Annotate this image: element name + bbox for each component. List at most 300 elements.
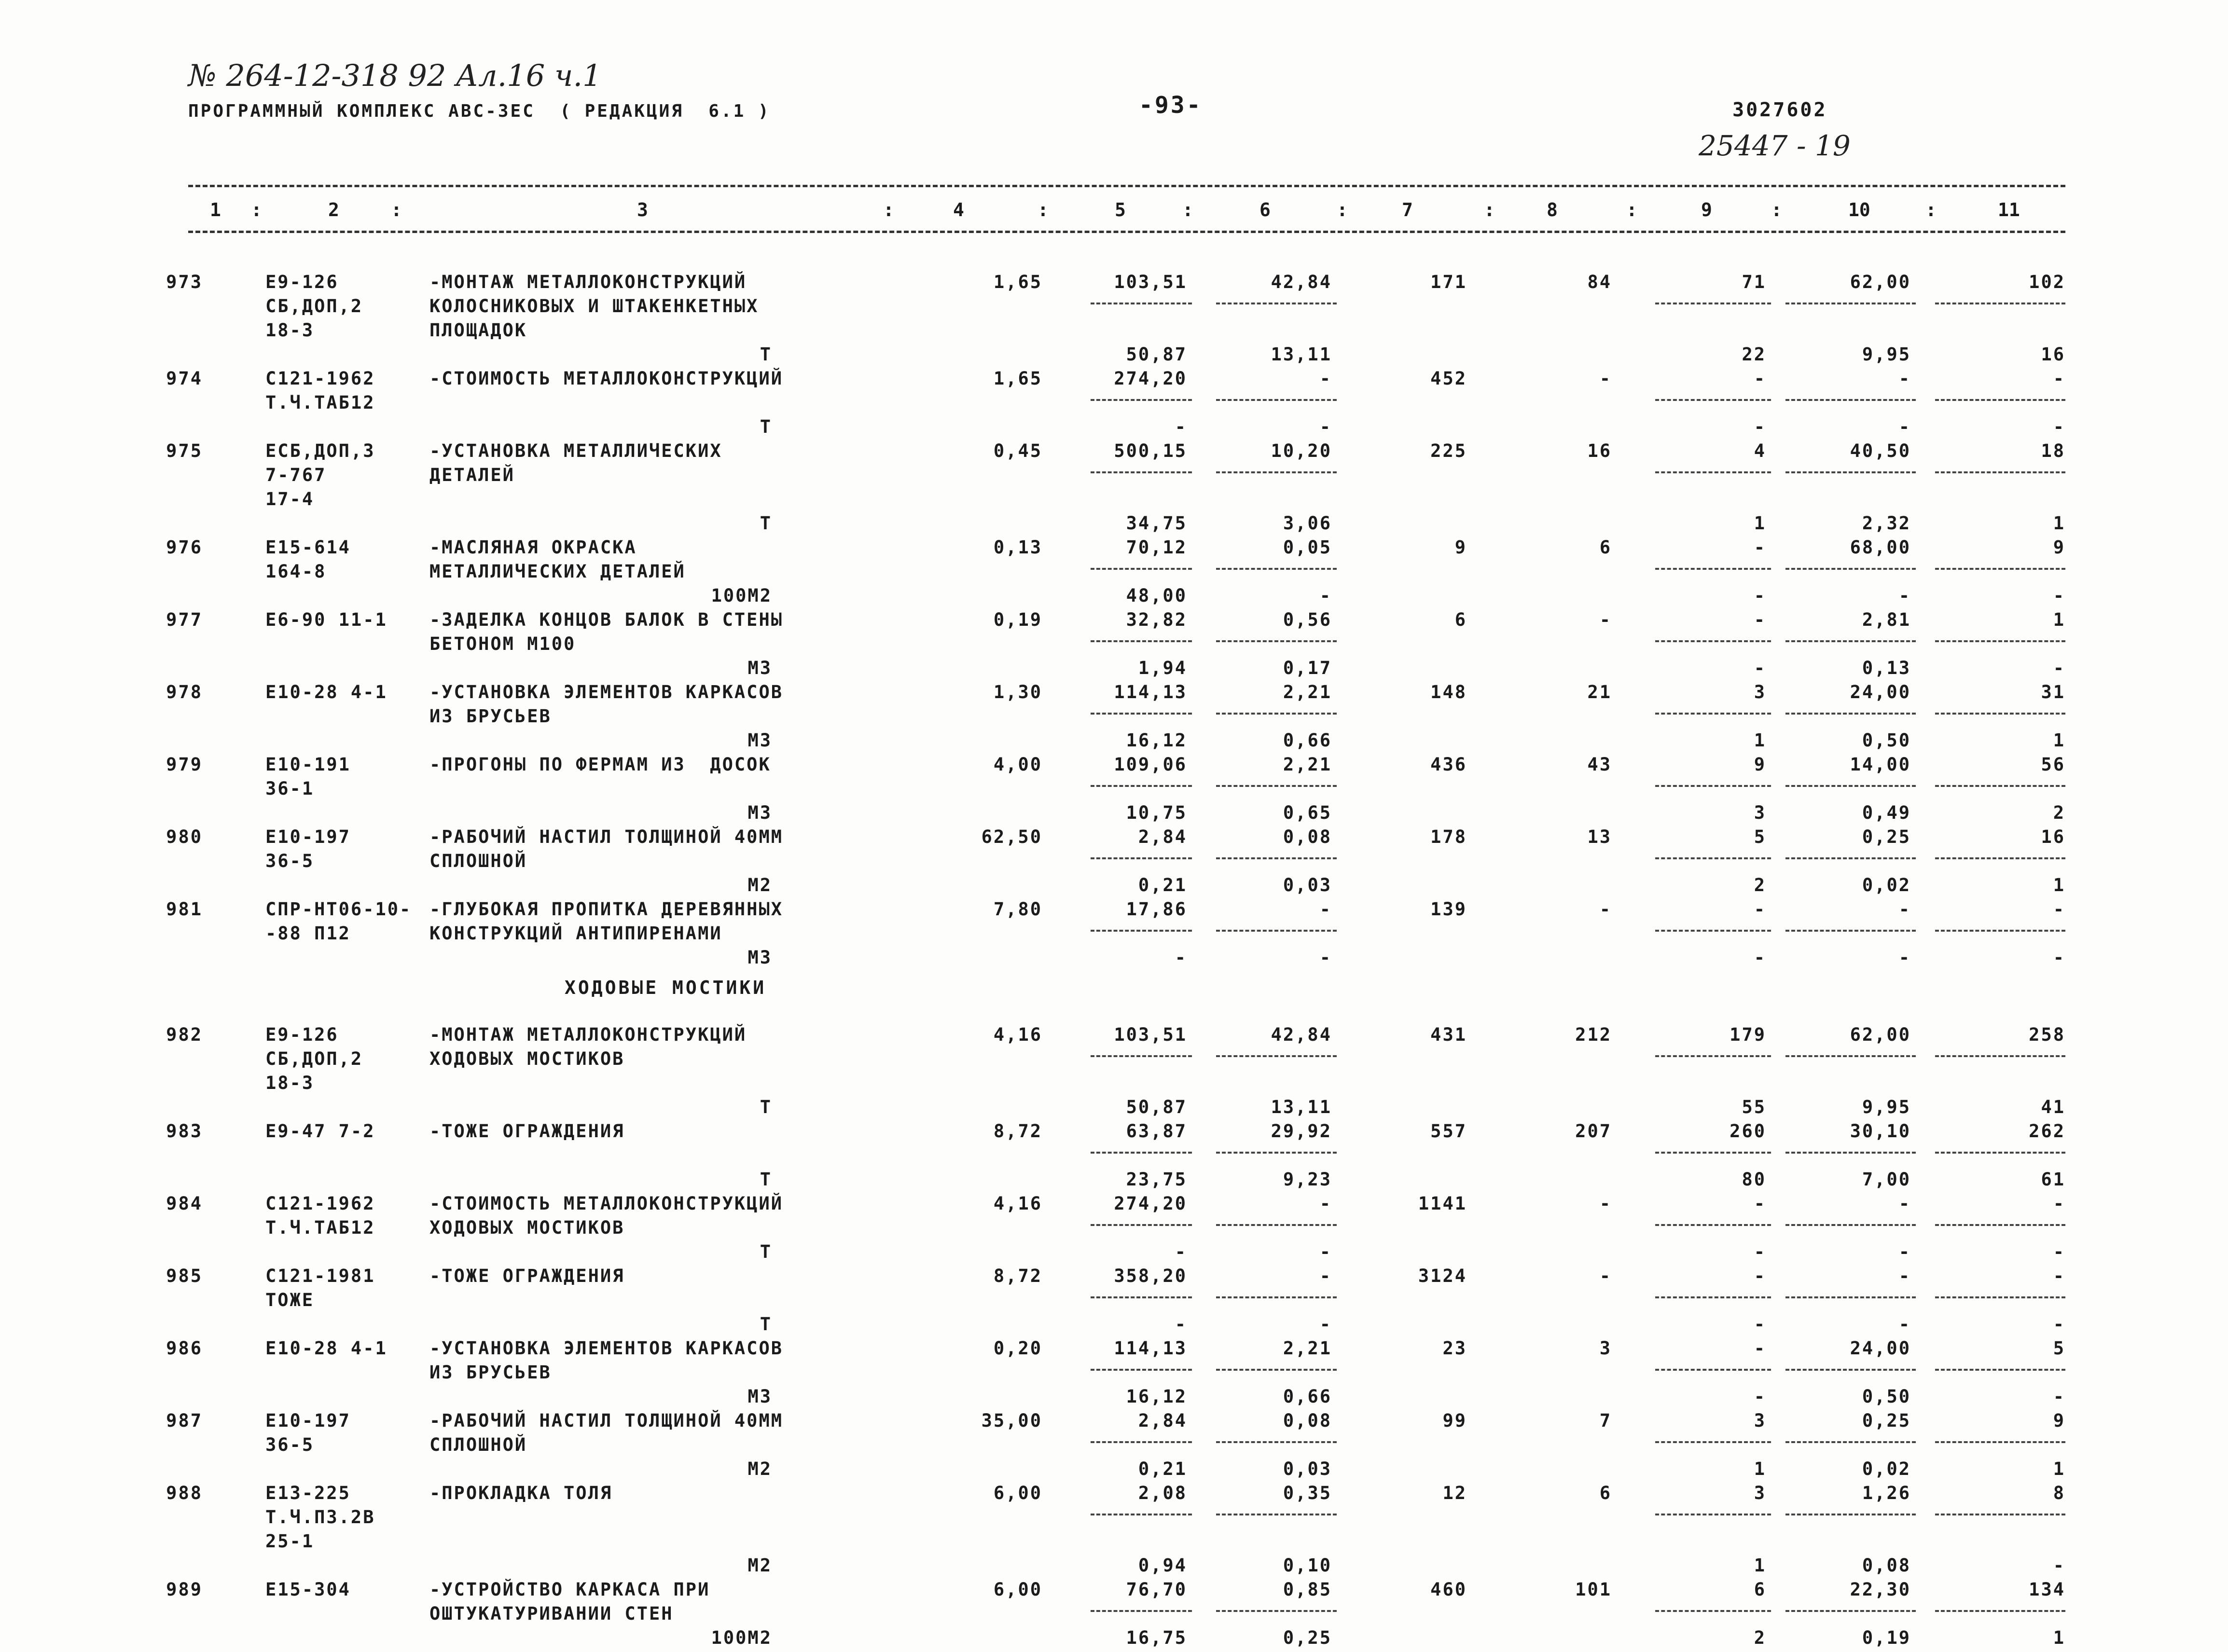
item-quantity: 1,65	[993, 368, 1042, 389]
item-col6: 0,08	[1283, 1410, 1332, 1431]
item-col10-sub: 0,08	[1862, 1555, 1911, 1576]
dashed-subtotal-line	[1091, 399, 1192, 401]
item-unit: М2	[747, 1459, 772, 1479]
item-name: КОНСТРУКЦИЙ АНТИПИРЕНАМИ	[429, 923, 722, 944]
item-name: ХОДОВЫХ МОСТИКОВ	[429, 1217, 625, 1238]
item-col9: 179	[1730, 1024, 1766, 1045]
item-col10: 14,00	[1850, 754, 1911, 775]
item-col9-sub: 1	[1754, 513, 1766, 534]
dashed-subtotal-line	[1216, 399, 1337, 401]
column-header-6: 6	[1259, 199, 1271, 220]
column-separator: :	[1038, 199, 1049, 220]
item-col10: -	[1898, 368, 1911, 389]
item-col11: 16	[2041, 826, 2065, 847]
item-quantity: 0,19	[993, 609, 1042, 630]
item-col5-sub: 50,87	[1126, 344, 1187, 365]
item-unit: Т	[760, 513, 772, 534]
item-col10-sub: 7,00	[1862, 1169, 1911, 1190]
item-quantity: 4,16	[993, 1193, 1042, 1214]
header-rule	[188, 231, 2065, 233]
column-header-11: 11	[1998, 199, 2020, 220]
item-col10: 1,26	[1862, 1483, 1911, 1503]
column-header-5: 5	[1115, 199, 1126, 220]
item-quantity: 62,50	[981, 826, 1042, 847]
item-col11: 5	[2053, 1338, 2065, 1359]
item-col6: -	[1319, 1266, 1332, 1286]
item-col10-sub: -	[1898, 1314, 1911, 1335]
item-col11-sub: 1	[2053, 730, 2065, 751]
item-col6-sub: -	[1319, 1314, 1332, 1335]
item-col5-sub: 23,75	[1126, 1169, 1187, 1190]
item-unit: М3	[747, 658, 772, 678]
item-col5-sub: 0,21	[1138, 1459, 1187, 1479]
dashed-subtotal-line	[1785, 713, 1916, 715]
column-header-2: 2	[328, 199, 339, 220]
dashed-subtotal-line	[1655, 1224, 1742, 1226]
item-name: -УСТАНОВКА МЕТАЛЛИЧЕСКИХ	[429, 441, 722, 461]
section-title: ХОДОВЫЕ МОСТИКИ	[565, 977, 767, 998]
item-number: 979	[166, 754, 203, 775]
item-col11: -	[2053, 1266, 2065, 1286]
dashed-subtotal-line	[1935, 713, 2065, 715]
item-col6-sub: 9,23	[1283, 1169, 1332, 1190]
item-number: 982	[166, 1024, 203, 1045]
dashed-subtotal-line	[1216, 930, 1337, 932]
dashed-subtotal-line	[1091, 1152, 1192, 1154]
item-quantity: 6,00	[993, 1579, 1042, 1600]
item-quantity: 35,00	[981, 1410, 1042, 1431]
dashed-subtotal-line	[1785, 1224, 1916, 1226]
dashed-subtotal-line	[1935, 857, 2065, 859]
handwritten-number: 25447 - 19	[1699, 129, 1851, 162]
dashed-subtotal-line	[1785, 640, 1916, 642]
column-separator: :	[1771, 199, 1782, 220]
item-code: Е10-191	[265, 754, 351, 775]
dashed-subtotal-line	[1785, 1055, 1916, 1057]
item-col10: 0,25	[1862, 826, 1911, 847]
item-col6-sub: 3,06	[1283, 513, 1332, 534]
dashed-subtotal-line	[1785, 1152, 1916, 1154]
item-name: МЕТАЛЛИЧЕСКИХ ДЕТАЛЕЙ	[429, 561, 686, 582]
item-code: Е15-614	[265, 537, 351, 558]
dashed-subtotal-line	[1935, 785, 2065, 787]
dashed-subtotal-line	[1655, 399, 1742, 401]
item-name: ОШТУКАТУРИВАНИИ СТЕН	[429, 1603, 674, 1624]
item-col11-sub: 1	[2053, 1627, 2065, 1648]
item-col5: 103,51	[1114, 272, 1187, 292]
item-number: 975	[166, 441, 203, 461]
dashed-subtotal-line	[1935, 1369, 2065, 1371]
item-code: Е13-225	[265, 1483, 351, 1503]
item-number: 978	[166, 682, 203, 702]
item-col11: 262	[2029, 1121, 2065, 1142]
item-name: -СТОИМОСТЬ МЕТАЛЛОКОНСТРУКЦИЙ	[429, 1193, 784, 1214]
item-col6-sub: 0,10	[1283, 1555, 1332, 1576]
item-name: -ПРОКЛАДКА ТОЛЯ	[429, 1483, 613, 1503]
item-col11: 18	[2041, 441, 2065, 461]
dashed-subtotal-line	[1732, 1514, 1771, 1515]
item-col9-sub: 2	[1754, 1627, 1766, 1648]
column-separator: :	[1484, 199, 1495, 220]
item-name: ДЕТАЛЕЙ	[429, 465, 515, 485]
item-col11-sub: 41	[2041, 1097, 2065, 1117]
dashed-subtotal-line	[1935, 930, 2065, 932]
column-separator: :	[251, 199, 262, 220]
dashed-subtotal-line	[1091, 857, 1192, 859]
item-col5: 63,87	[1126, 1121, 1187, 1142]
item-col11-sub: -	[2053, 585, 2065, 606]
item-col8: -	[1599, 609, 1612, 630]
dashed-subtotal-line	[1732, 1296, 1771, 1298]
item-col6-sub: 0,17	[1283, 658, 1332, 678]
item-col5-sub: 34,75	[1126, 513, 1187, 534]
item-name: ПЛОЩАДОК	[429, 320, 527, 341]
dashed-subtotal-line	[1091, 1055, 1192, 1057]
dashed-subtotal-line	[1785, 1369, 1916, 1371]
column-header-8: 8	[1547, 199, 1558, 220]
item-code: ТОЖЕ	[265, 1290, 315, 1310]
column-header-1: 1	[210, 199, 221, 220]
item-number: 983	[166, 1121, 203, 1142]
item-col10: 40,50	[1850, 441, 1911, 461]
dashed-subtotal-line	[1091, 1369, 1192, 1371]
item-name: -ЗАДЕЛКА КОНЦОВ БАЛОК В СТЕНЫ	[429, 609, 784, 630]
item-col9-sub: 22	[1742, 344, 1766, 365]
dashed-subtotal-line	[1091, 471, 1192, 473]
dashed-subtotal-line	[1216, 713, 1337, 715]
item-code: Т.Ч.П3.2В	[265, 1507, 375, 1528]
item-col6-sub: 0,66	[1283, 730, 1332, 751]
item-col10-sub: -	[1898, 416, 1911, 437]
dashed-subtotal-line	[1732, 471, 1771, 473]
item-col11: -	[2053, 899, 2065, 920]
item-col6: 0,05	[1283, 537, 1332, 558]
dashed-subtotal-line	[1091, 1610, 1192, 1612]
item-col7: 171	[1430, 272, 1467, 292]
item-col10: 22,30	[1850, 1579, 1911, 1600]
dashed-subtotal-line	[1935, 1514, 2065, 1515]
item-col6: 2,21	[1283, 1338, 1332, 1359]
item-unit: М2	[747, 875, 772, 895]
item-col6: 42,84	[1271, 272, 1332, 292]
item-col7: 139	[1430, 899, 1467, 920]
item-code: 18-3	[265, 1073, 315, 1093]
item-col8: -	[1599, 899, 1612, 920]
program-title: ПРОГРАММНЫЙ КОМПЛЕКС АВС-3ЕС ( РЕДАКЦИЯ 6.1 )	[188, 101, 771, 121]
item-code: Е10-197	[265, 1410, 351, 1431]
item-col6: 29,92	[1271, 1121, 1332, 1142]
item-col10: 24,00	[1850, 1338, 1911, 1359]
item-number: 987	[166, 1410, 203, 1431]
item-col10: 30,10	[1850, 1121, 1911, 1142]
item-col6: 0,08	[1283, 826, 1332, 847]
item-unit: Т	[760, 344, 772, 365]
dashed-subtotal-line	[1935, 1055, 2065, 1057]
dashed-subtotal-line	[1216, 1514, 1337, 1515]
item-name: -ТОЖЕ ОГРАЖДЕНИЯ	[429, 1266, 625, 1286]
item-col5: 2,84	[1138, 1410, 1187, 1431]
item-col5: 70,12	[1126, 537, 1187, 558]
item-col5: 17,86	[1126, 899, 1187, 920]
item-number: 981	[166, 899, 203, 920]
item-col9: -	[1754, 368, 1766, 389]
item-quantity: 1,65	[993, 272, 1042, 292]
item-col9: 9	[1754, 754, 1766, 775]
item-col7: 178	[1430, 826, 1467, 847]
item-col6-sub: -	[1319, 416, 1332, 437]
item-quantity: 0,20	[993, 1338, 1042, 1359]
item-quantity: 4,16	[993, 1024, 1042, 1045]
item-name: -ТОЖЕ ОГРАЖДЕНИЯ	[429, 1121, 625, 1142]
item-col11: -	[2053, 1193, 2065, 1214]
dashed-subtotal-line	[1091, 568, 1192, 570]
dashed-subtotal-line	[1216, 1296, 1337, 1298]
dashed-subtotal-line	[1216, 1055, 1337, 1057]
item-col9-sub: -	[1754, 416, 1766, 437]
item-col6-sub: -	[1319, 947, 1332, 968]
dashed-subtotal-line	[1785, 1441, 1916, 1443]
item-col5: 76,70	[1126, 1579, 1187, 1600]
item-col5: 32,82	[1126, 609, 1187, 630]
item-name: -СТОИМОСТЬ МЕТАЛЛОКОНСТРУКЦИЙ	[429, 368, 784, 389]
item-col10-sub: -	[1898, 585, 1911, 606]
item-unit: Т	[760, 1097, 772, 1117]
item-unit: М2	[747, 1555, 772, 1576]
dashed-subtotal-line	[1732, 1224, 1771, 1226]
item-col5: 114,13	[1114, 682, 1187, 702]
item-col11: 9	[2053, 1410, 2065, 1431]
item-code: Е10-28 4-1	[265, 682, 387, 702]
dashed-subtotal-line	[1655, 471, 1742, 473]
item-col6-sub: 0,03	[1283, 875, 1332, 895]
item-col11-sub: 2	[2053, 802, 2065, 823]
dashed-subtotal-line	[1216, 785, 1337, 787]
item-code: Е10-197	[265, 826, 351, 847]
item-col5: 2,84	[1138, 826, 1187, 847]
item-col9-sub: 1	[1754, 1555, 1766, 1576]
dashed-subtotal-line	[1091, 713, 1192, 715]
item-col10: 2,81	[1862, 609, 1911, 630]
column-separator: :	[883, 199, 894, 220]
dashed-subtotal-line	[1935, 1610, 2065, 1612]
item-unit: Т	[760, 1169, 772, 1190]
dashed-subtotal-line	[1655, 857, 1742, 859]
item-col9-sub: 80	[1742, 1169, 1766, 1190]
dashed-subtotal-line	[1655, 713, 1742, 715]
item-col5: 2,08	[1138, 1483, 1187, 1503]
item-col9-sub: 1	[1754, 730, 1766, 751]
item-col8: -	[1599, 1266, 1612, 1286]
item-quantity: 8,72	[993, 1266, 1042, 1286]
item-col11: -	[2053, 368, 2065, 389]
item-col6: 42,84	[1271, 1024, 1332, 1045]
item-col10-sub: 0,50	[1862, 730, 1911, 751]
item-col6-sub: 0,25	[1283, 1627, 1332, 1648]
dashed-subtotal-line	[1732, 785, 1771, 787]
item-col5: 358,20	[1114, 1266, 1187, 1286]
item-col10: 68,00	[1850, 537, 1911, 558]
item-col9-sub: -	[1754, 1386, 1766, 1407]
item-unit: Т	[760, 1314, 772, 1335]
dashed-subtotal-line	[1655, 1296, 1742, 1298]
item-code: СБ,ДОП,2	[265, 1048, 363, 1069]
item-quantity: 0,45	[993, 441, 1042, 461]
dashed-subtotal-line	[1732, 930, 1771, 932]
item-col9: 4	[1754, 441, 1766, 461]
item-col10-sub: 0,13	[1862, 658, 1911, 678]
item-col8: 21	[1587, 682, 1612, 702]
dashed-subtotal-line	[1655, 1369, 1742, 1371]
item-number: 989	[166, 1579, 203, 1600]
item-code: 36-1	[265, 778, 315, 799]
item-col7: 6	[1454, 609, 1467, 630]
item-unit: М3	[747, 730, 772, 751]
item-name: -УСТРОЙСТВО КАРКАСА ПРИ	[429, 1579, 710, 1600]
dashed-subtotal-line	[1785, 303, 1916, 304]
item-col6: -	[1319, 1193, 1332, 1214]
item-name: -МАСЛЯНАЯ ОКРАСКА	[429, 537, 637, 558]
item-code: С121-1962	[265, 1193, 375, 1214]
dashed-subtotal-line	[1655, 785, 1742, 787]
item-col8: -	[1599, 1193, 1612, 1214]
item-name: -УСТАНОВКА ЭЛЕМЕНТОВ КАРКАСОВ	[429, 1338, 784, 1359]
item-name: -УСТАНОВКА ЭЛЕМЕНТОВ КАРКАСОВ	[429, 682, 784, 702]
item-quantity: 0,13	[993, 537, 1042, 558]
item-number: 984	[166, 1193, 203, 1214]
item-col5-sub: 1,94	[1138, 658, 1187, 678]
item-code: Е6-90 11-1	[265, 609, 387, 630]
item-col5-sub: -	[1175, 947, 1187, 968]
item-col6-sub: 0,65	[1283, 802, 1332, 823]
item-quantity: 6,00	[993, 1483, 1042, 1503]
top-rule	[188, 185, 2065, 187]
dashed-subtotal-line	[1216, 471, 1337, 473]
dashed-subtotal-line	[1732, 713, 1771, 715]
item-col8: 13	[1587, 826, 1612, 847]
item-col10: -	[1898, 1193, 1911, 1214]
item-col10-sub: 9,95	[1862, 1097, 1911, 1117]
dashed-subtotal-line	[1091, 1296, 1192, 1298]
item-col5: 274,20	[1114, 1193, 1187, 1214]
dashed-subtotal-line	[1091, 1224, 1192, 1226]
item-col10-sub: 0,49	[1862, 802, 1911, 823]
item-col5-sub: -	[1175, 1241, 1187, 1262]
item-col10-sub: -	[1898, 1241, 1911, 1262]
page-number: -93-	[1139, 92, 1203, 119]
item-col9-sub: -	[1754, 658, 1766, 678]
item-col7: 557	[1430, 1121, 1467, 1142]
item-col8: 101	[1575, 1579, 1612, 1600]
item-number: 976	[166, 537, 203, 558]
item-code: СПР-НТ06-10-	[265, 899, 412, 920]
item-name: БЕТОНОМ М100	[429, 633, 576, 654]
dashed-subtotal-line	[1732, 399, 1771, 401]
item-col7: 452	[1430, 368, 1467, 389]
item-col6-sub: 13,11	[1271, 344, 1332, 365]
item-col11-sub: -	[2053, 658, 2065, 678]
dashed-subtotal-line	[1655, 303, 1742, 304]
item-col6: 10,20	[1271, 441, 1332, 461]
item-col11-sub: -	[2053, 1386, 2065, 1407]
item-col5-sub: 0,94	[1138, 1555, 1187, 1576]
column-separator: :	[1182, 199, 1193, 220]
handwritten-registration: № 264-12-318 92 Ал.16 ч.1	[188, 58, 602, 93]
item-code: Т.Ч.ТАБ12	[265, 392, 375, 413]
item-col5-sub: -	[1175, 1314, 1187, 1335]
dashed-subtotal-line	[1655, 568, 1742, 570]
dashed-subtotal-line	[1216, 1441, 1337, 1443]
item-code: 17-4	[265, 489, 315, 509]
item-code: С121-1981	[265, 1266, 375, 1286]
dashed-subtotal-line	[1935, 1296, 2065, 1298]
item-name: -РАБОЧИЙ НАСТИЛ ТОЛЩИНОЙ 40ММ	[429, 826, 784, 847]
dashed-subtotal-line	[1732, 640, 1771, 642]
item-col7: 436	[1430, 754, 1467, 775]
item-col8: 16	[1587, 441, 1612, 461]
item-quantity: 4,00	[993, 754, 1042, 775]
item-col8: 43	[1587, 754, 1612, 775]
item-col6: 2,21	[1283, 754, 1332, 775]
item-col11-sub: 1	[2053, 1459, 2065, 1479]
dashed-subtotal-line	[1655, 1441, 1742, 1443]
item-col10: 62,00	[1850, 1024, 1911, 1045]
item-col11: 56	[2041, 754, 2065, 775]
item-number: 974	[166, 368, 203, 389]
dashed-subtotal-line	[1935, 1152, 2065, 1154]
dashed-subtotal-line	[1785, 857, 1916, 859]
item-code: 36-5	[265, 851, 315, 871]
item-col11-sub: -	[2053, 947, 2065, 968]
item-col11-sub: -	[2053, 1555, 2065, 1576]
item-col7: 148	[1430, 682, 1467, 702]
item-col10: 24,00	[1850, 682, 1911, 702]
item-unit: М3	[747, 1386, 772, 1407]
item-col11-sub: -	[2053, 1314, 2065, 1335]
item-code: Е9-47 7-2	[265, 1121, 375, 1142]
item-quantity: 1,30	[993, 682, 1042, 702]
item-code: Е15-304	[265, 1579, 351, 1600]
column-header-4: 4	[953, 199, 964, 220]
item-col8: 207	[1575, 1121, 1612, 1142]
item-col11: 134	[2029, 1579, 2065, 1600]
item-col11-sub: 61	[2041, 1169, 2065, 1190]
item-col9-sub: 3	[1754, 802, 1766, 823]
item-col7: 1141	[1418, 1193, 1467, 1214]
item-unit: 100М2	[711, 585, 772, 606]
item-name: ХОДОВЫХ МОСТИКОВ	[429, 1048, 625, 1069]
column-separator: :	[1626, 199, 1637, 220]
item-name: -МОНТАЖ МЕТАЛЛОКОНСТРУКЦИЙ	[429, 1024, 747, 1045]
item-col9: 3	[1754, 1410, 1766, 1431]
item-col10-sub: 9,95	[1862, 344, 1911, 365]
item-name: ИЗ БРУСЬЕВ	[429, 1362, 552, 1383]
item-col6-sub: -	[1319, 1241, 1332, 1262]
item-col9: 71	[1742, 272, 1766, 292]
item-col10: 0,25	[1862, 1410, 1911, 1431]
item-col9-sub: -	[1754, 1241, 1766, 1262]
item-col9: -	[1754, 1266, 1766, 1286]
dashed-subtotal-line	[1732, 1369, 1771, 1371]
dashed-subtotal-line	[1732, 1152, 1771, 1154]
item-code: Е9-126	[265, 1024, 339, 1045]
dashed-subtotal-line	[1655, 1610, 1742, 1612]
item-col9-sub: 2	[1754, 875, 1766, 895]
item-col5-sub: 16,12	[1126, 730, 1187, 751]
item-col10-sub: -	[1898, 947, 1911, 968]
item-col8: 212	[1575, 1024, 1612, 1045]
dashed-subtotal-line	[1216, 303, 1337, 304]
item-col7: 225	[1430, 441, 1467, 461]
